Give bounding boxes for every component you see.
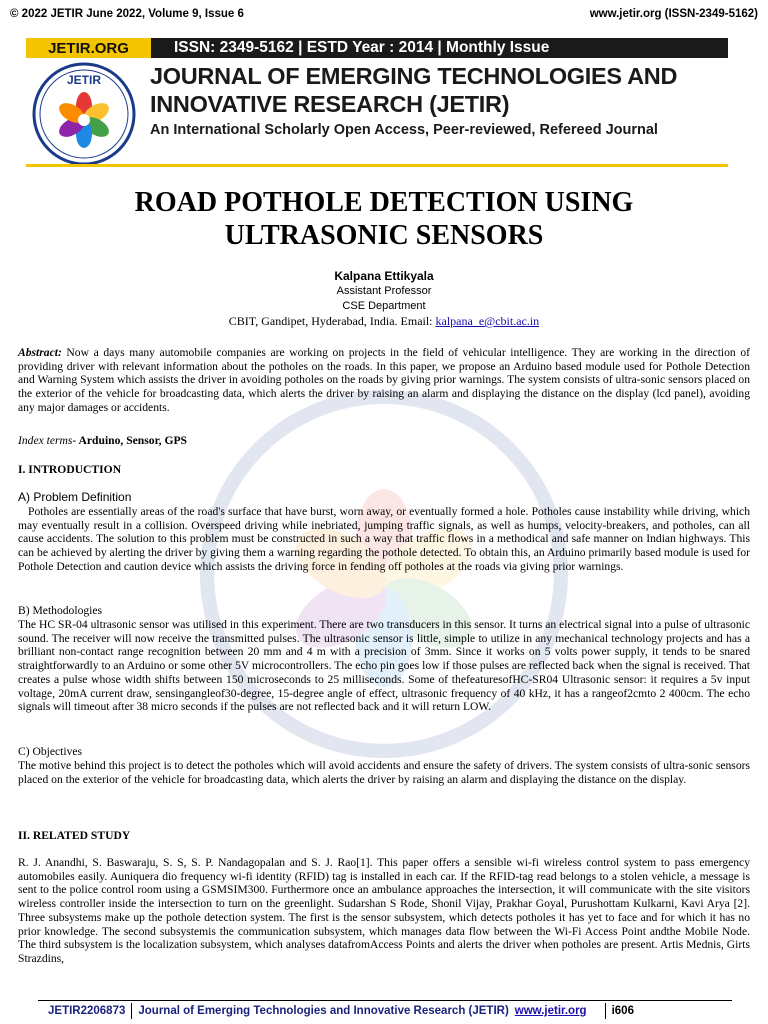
- header-site-info: www.jetir.org (ISSN-2349-5162): [589, 8, 758, 20]
- subsection-heading-objectives: C) Objectives: [18, 745, 83, 758]
- index-terms-label: Index terms-: [18, 434, 77, 447]
- journal-title-line-2: INNOVATIVE RESEARCH (JETIR): [150, 91, 510, 117]
- section-heading-related-study: II. RELATED STUDY: [18, 829, 131, 842]
- journal-title-line-1: JOURNAL OF EMERGING TECHNOLOGIES AND: [150, 63, 678, 89]
- paper-title: [60, 186, 708, 252]
- index-terms: [18, 434, 750, 448]
- abstract: [18, 346, 750, 415]
- affiliation-text: CBIT, Gandipet, Hyderabad, India. Email:: [228, 314, 436, 328]
- abstract-text: Now a days many automobile companies are working on projects in the field of vehicular intelligence. They are working in the direction of providing driver with relevant information about the potholes on the roads. In this paper, we propose an Arduino based module used for Pothole Detection and Warning System which assists the driver in avoiding potholes on the roads by giving prior warnings. The system consists of ultra-sonic sensors placed on the exterior of the vehicle for broadcasting data, which alerts the driver by raising an alarm and displaying the distance on the display (lcd panel), avoiding any major damages or accidents.: [18, 346, 750, 414]
- index-terms-values: Arduino, Sensor, GPS: [76, 434, 187, 447]
- header-issue-info: © 2022 JETIR June 2022, Volume 9, Issue 6: [10, 8, 244, 20]
- section-heading-introduction: I. INTRODUCTION: [18, 463, 122, 476]
- paper-title-line-2: ULTRASONIC SENSORS: [224, 220, 544, 251]
- author-affiliation: [84, 314, 684, 329]
- author-email-link[interactable]: kalpana_e@cbit.ac.in: [435, 314, 540, 328]
- author-name: Kalpana Ettikyala: [334, 269, 434, 283]
- issn-line: ISSN: 2349-5162 | ESTD Year : 2014 | Monthly Issue: [174, 39, 550, 56]
- journal-title: [150, 62, 720, 118]
- abstract-label: Abstract:: [18, 346, 62, 359]
- jetir-logo-icon: [32, 62, 136, 166]
- footer-url-link[interactable]: www.jetir.org: [514, 1005, 587, 1017]
- paragraph-problem-definition: Potholes are essentially areas of the road's surface that have burst, worn away, or eventually formed a hole. Potholes cause instability while driving, which may eventually result in a collision. Overspeed driving while inebriated, jumping traffic signals, as well as humps, velocity-breakers, and potholes, can all cause accidents. The solution to this problem must be constructed in such a way that traffic flows in a methodical and safe manner on Indian highways. This can be achieved by alerting the driver by giving them a warning regarding the pothole detected. To obtain this, an Arduino primarily based module is used for Pothole Detection and caution device which assists the driving force in fending off potholes at the roads via giving prior warnings.: [18, 505, 750, 573]
- running-header: [10, 8, 758, 26]
- footer-paper-id: JETIR2206873: [48, 1005, 126, 1017]
- journal-tagline: An International Scholarly Open Access, Peer-reviewed, Refereed Journal: [150, 122, 658, 138]
- paragraph-objectives: The motive behind this project is to detect the potholes which will avoid accidents and ensure the safety of drivers. The system consists of ultra-sonic sensors placed on the exterior of the vehicle for broadcasting data, which alerts the driver by raising an alarm and displaying the distance on the display.: [18, 759, 750, 786]
- site-label: JETIR.ORG: [26, 38, 151, 58]
- banner-rule: [26, 164, 728, 167]
- subsection-heading-methodologies: B) Methodologies: [18, 604, 103, 617]
- footer-journal-name: Journal of Emerging Technologies and Innovative Research (JETIR): [138, 1005, 509, 1017]
- author-position: Assistant Professor: [336, 285, 432, 297]
- journal-banner: [26, 38, 728, 168]
- subsection-heading-problem: A) Problem Definition: [18, 490, 132, 504]
- paper-title-line-1: ROAD POTHOLE DETECTION USING: [134, 187, 634, 218]
- author-block: [84, 268, 684, 329]
- page-footer: [38, 1000, 732, 1021]
- paragraph-methodologies: The HC SR-04 ultrasonic sensor was utilised in this experiment. There are two transducers in this sensor. It turns an electrical signal into a pulse of ultrasonic sound. The receiver will now receive the transmitted pulses. The ultrasonic sensor is little, simple to utilize in any mechanical technology projects and has a brilliant non-contact range recognition between 20 mm and 4 m with a precision of 3mm. Since it works on 5 volts power supply, it tends to be snared straightforwardly to an Arduino or some other 5V microcontrollers. The echo pin goes low if those pulses are reflected back when the signal is received. That creates a pulse whose width shifts between 150 microseconds to 25 milliseconds. Some of thefeaturesofHC-SR04 Ultrasonic sensor: it requires a 5v input voltage, 20mA current draw, sensingangleof30-degree, 15-degree angle of effect, ultrasonic frequency of 40 kHz, it has a rangeof2cmto 2 400cm. The echo signals will timeout after 38 micro seconds if the pulses are not reflected back and it will return LOW.: [18, 618, 750, 714]
- paragraph-related-study: R. J. Anandhi, S. Baswaraju, S. S, S. P. Nandagopalan and S. J. Rao[1]. This paper offers a sensible wi-fi wireless control system to pass emergency automobiles easily. Auniquera dio frequency wi-fi identity (RFID) tag is installed in each car. If the RFID-tag read belongs to a stolen vehicle, a message is sent to the police control room using a GSMSIM300. Furthermore once an ambulance approaches the intersection, it will communicate with the site visitors wireless controller inside the intersection to turn on the greenlight. Sudarshan S Rode, Shonil Vijay, Prakhar Goyal, Purushottam Kulkarni, Kavi Arya [2]. Three subsystems make up the pothole detection system. The first is the sensor subsystem, which detects potholes it has yet to face and for which it has no prior knowledge. The second subsystemis the communication subsystem, which manages data flow between the Wi-Fi Access Point andthe Mobile Node. The third subsystem is the localization subsystem, which analyses datafromAccess Points and alerts the driver when potholes are present. Artis Mednis, Girts Strazdins,: [18, 856, 750, 965]
- logo-text: JETIR: [66, 73, 102, 87]
- footer-page-number: i606: [611, 1005, 634, 1017]
- author-department: CSE Department: [342, 300, 426, 312]
